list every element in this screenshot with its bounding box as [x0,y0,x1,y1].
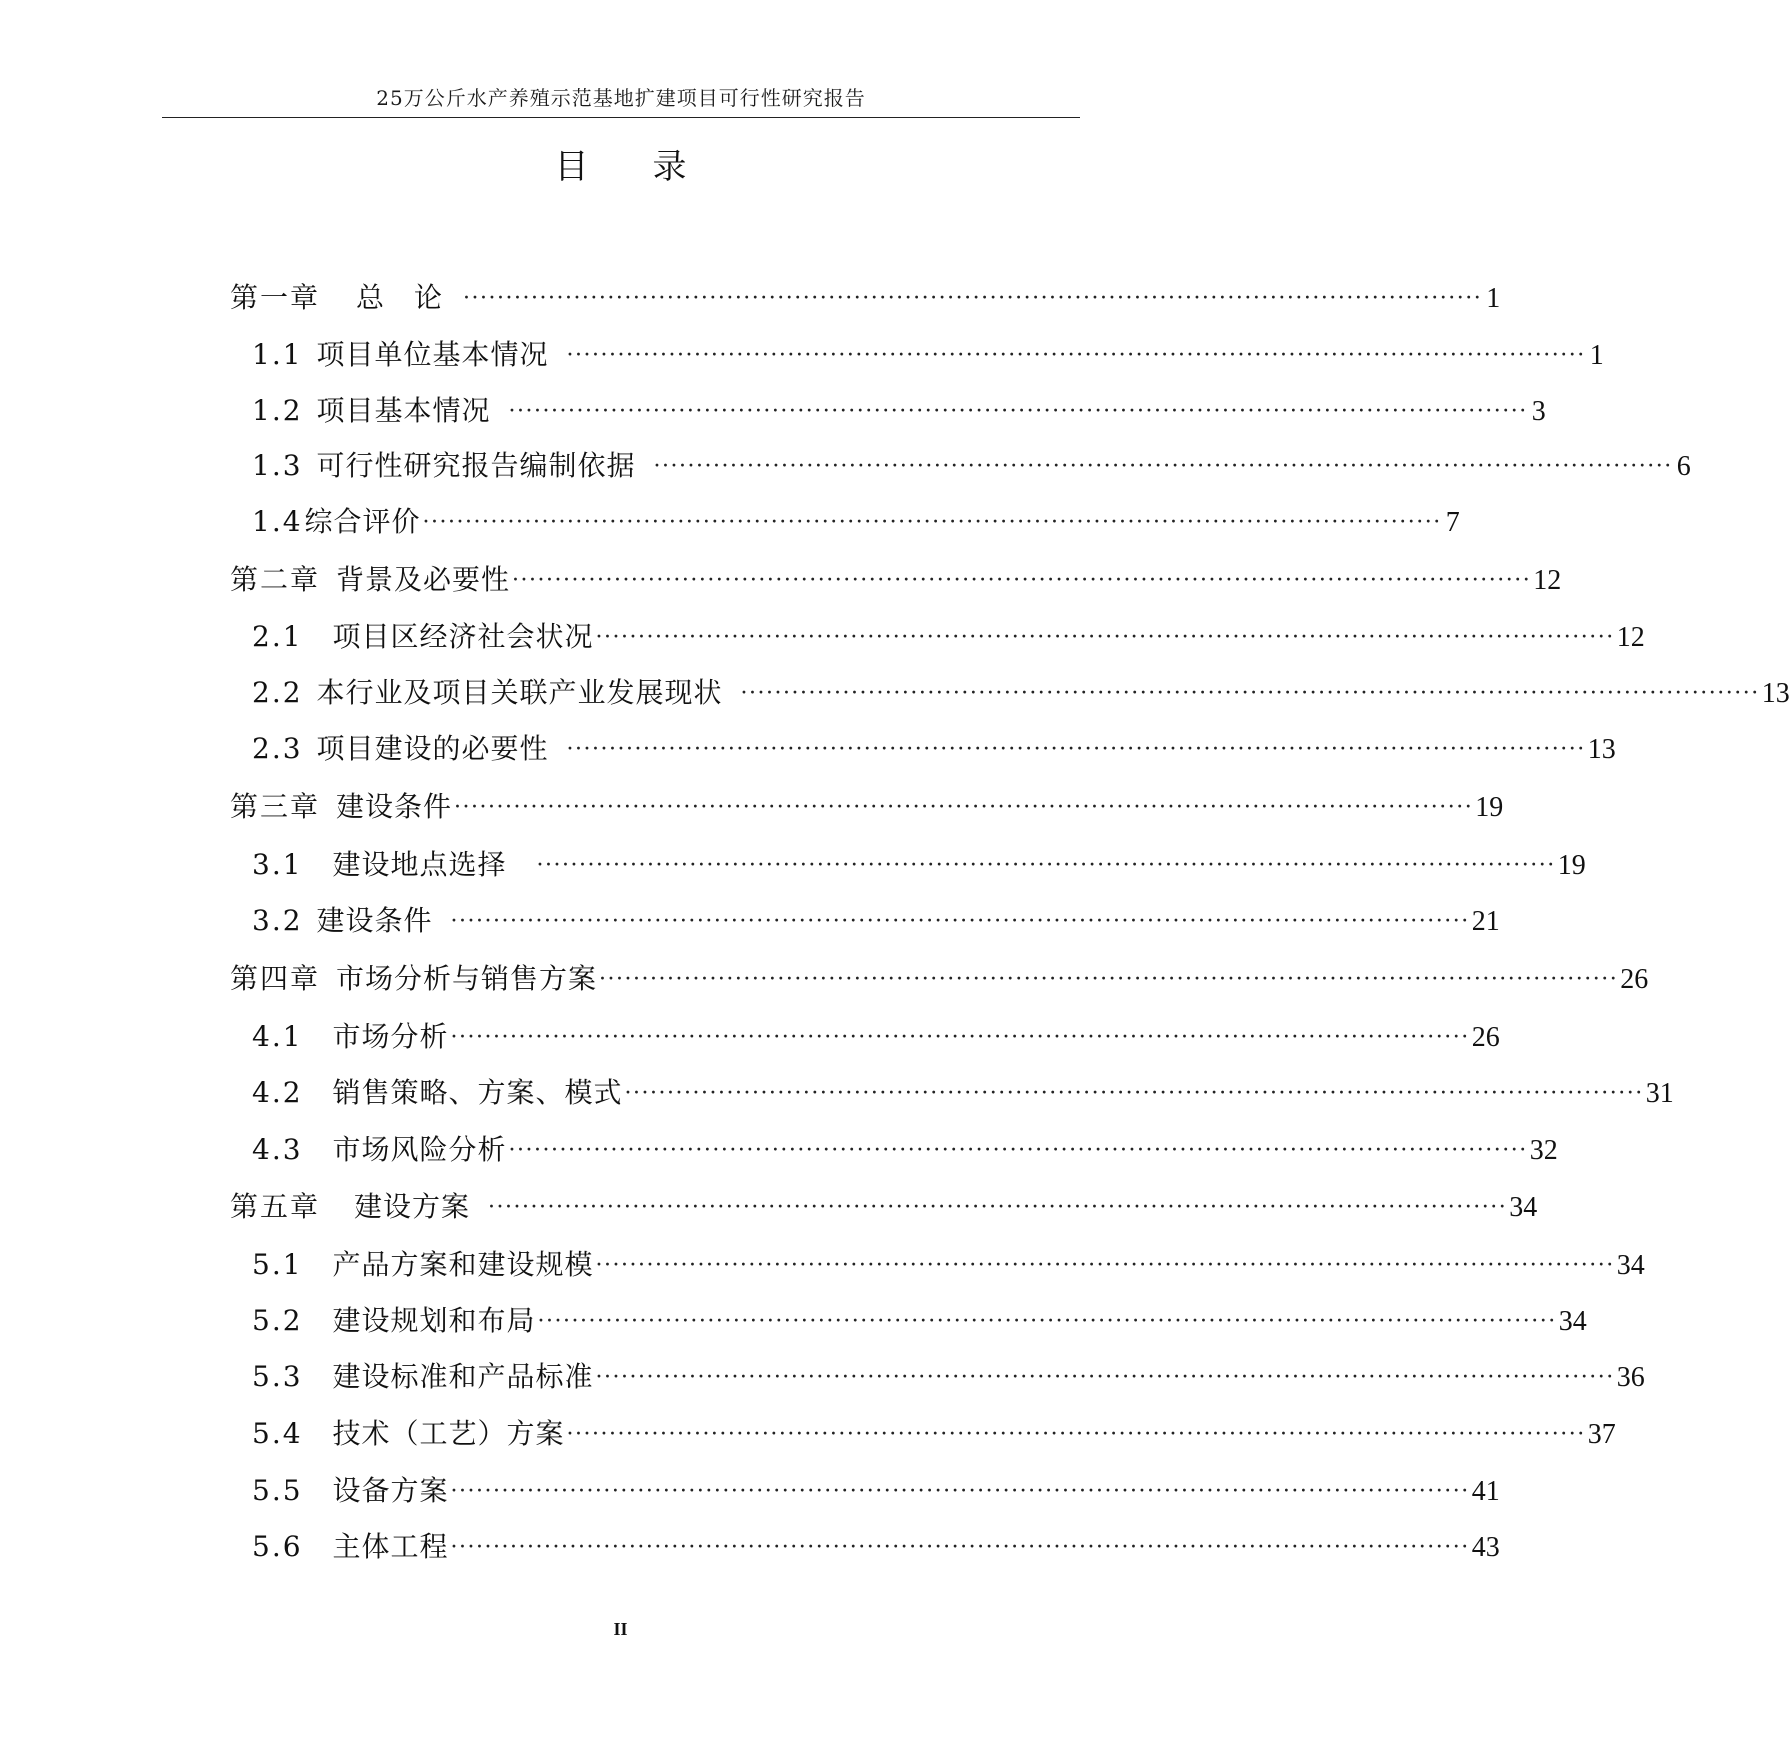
toc-entry[interactable] [252,1076,1674,1113]
toc-leader-dots: ························································································································ [595,625,1615,650]
toc-entry[interactable] [252,1530,1500,1567]
toc-entry-label: 产品方案和建设规模 [332,1248,594,1281]
toc-entry-page: 1 [1589,340,1604,371]
toc-entry[interactable] [252,904,1500,941]
toc-entry-label: 总 论 [356,281,444,314]
toc-entry-page: 12 [1533,565,1562,596]
running-header: 25万公斤水产养殖示范基地扩建项目可行性研究报告 [376,86,866,110]
header-rule [162,117,1080,118]
toc-entry-number: 3.1 [252,848,303,881]
toc-entry-number: 第一章 [230,281,321,314]
toc-leader-dots: ························································································································ [566,737,1586,762]
toc-leader-dots: ························································································································ [599,967,1619,992]
toc-entry-page: 41 [1471,1476,1500,1507]
toc-entry-page: 31 [1645,1078,1674,1109]
toc-entry-page: 34 [1509,1192,1538,1223]
toc-entry[interactable] [252,1417,1616,1454]
toc-entry-page: 12 [1616,622,1645,653]
toc-entry[interactable] [230,563,1562,600]
toc-entry-page: 7 [1445,507,1460,538]
toc-entry-label: 项目区经济社会状况 [332,620,594,653]
toc-leader-dots: ························································································································ [463,286,1483,311]
toc-leader-dots: ························································································································ [537,1309,1557,1334]
toc-entry-page: 3 [1531,396,1546,427]
toc-entry[interactable] [252,1360,1645,1397]
toc-title [0,147,1241,187]
toc-leader-dots: ························································································································ [450,1535,1470,1560]
toc-entry[interactable] [252,732,1616,769]
toc-leader-dots: ························································································································ [566,343,1586,368]
toc-entry-number: 1.1 [252,338,303,371]
toc-title-char-1: 目 [554,147,589,187]
toc-leader-dots: ························································································································ [595,1365,1615,1390]
toc-entry-number: 3.2 [252,904,303,937]
toc-entry-label: 本行业及项目关联产业发展现状 [316,676,723,709]
toc-entry-page: 21 [1471,906,1500,937]
toc-entry[interactable] [230,790,1504,827]
toc-entry[interactable] [252,1474,1500,1511]
toc-entry-number: 4.3 [252,1133,303,1166]
toc-leader-dots: ························································································································ [508,1138,1528,1163]
toc-entry-number: 1.3 [252,449,303,482]
toc-entry[interactable] [252,1020,1500,1057]
toc-entry-page: 1 [1486,283,1501,314]
toc-entry-label: 背景及必要性 [336,563,511,596]
toc-entry-number: 1.4 [252,505,303,538]
toc-entry-page: 6 [1676,451,1691,482]
toc-title-char-2: 录 [652,147,687,187]
toc-leader-dots: ························································································································ [450,909,1470,934]
toc-entry-page: 13 [1587,734,1616,765]
toc-entry-number: 第五章 [230,1190,321,1223]
toc-entry[interactable] [230,1190,1538,1227]
toc-entry-label: 销售策略、方案、模式 [332,1076,623,1109]
toc-entry-number: 5.3 [252,1360,303,1393]
toc-entry-label: 综合评价 [304,505,421,538]
toc-entry-number: 4.1 [252,1020,303,1053]
toc-entry-label: 可行性研究报告编制依据 [316,449,636,482]
toc-entry-page: 32 [1529,1135,1558,1166]
toc-leader-dots: ························································································································ [450,1479,1470,1504]
toc-entry-label: 项目建设的必要性 [316,732,549,765]
toc-entry-number: 2.2 [252,676,303,709]
toc-entry[interactable] [230,281,1501,318]
toc-entry-label: 建设标准和产品标准 [332,1360,594,1393]
page-number: II [613,1619,628,1639]
toc-entry-label: 建设方案 [354,1190,471,1223]
toc-leader-dots: ························································································································ [566,1422,1586,1447]
toc-entry[interactable] [252,505,1460,542]
toc-entry-number: 第二章 [230,563,321,596]
toc-entry-number: 5.4 [252,1417,303,1450]
toc-leader-dots: ························································································································ [454,795,1474,820]
toc-entry-page: 34 [1558,1306,1587,1337]
toc-leader-dots: ························································································································ [740,681,1760,706]
toc-entry[interactable] [252,848,1586,885]
toc-entry-number: 2.1 [252,620,303,653]
toc-entry-label: 技术（工艺）方案 [332,1417,565,1450]
toc-entry[interactable] [252,1304,1587,1341]
toc-leader-dots: ························································································································ [508,399,1528,424]
toc-entry[interactable] [252,338,1604,375]
toc-entry-label: 建设条件 [316,904,433,937]
toc-leader-dots: ························································································································ [422,510,1442,535]
toc-entry[interactable] [252,394,1546,431]
toc-entry[interactable] [252,1133,1558,1170]
toc-entry-number: 第三章 [230,790,321,823]
toc-leader-dots: ························································································································ [512,568,1532,593]
toc-entry-label: 项目基本情况 [316,394,491,427]
toc-entry-label: 市场风险分析 [332,1133,507,1166]
toc-entry-number: 4.2 [252,1076,303,1109]
toc-entry[interactable] [252,449,1691,486]
toc-leader-dots: ························································································································ [595,1253,1615,1278]
toc-entry-label: 项目单位基本情况 [316,338,549,371]
toc-entry-page: 26 [1620,964,1649,995]
toc-entry[interactable] [252,1248,1645,1285]
toc-entry-page: 26 [1471,1022,1500,1053]
toc-entry-page: 43 [1471,1532,1500,1563]
toc-entry-number: 5.5 [252,1474,303,1507]
toc-entry-page: 13 [1761,678,1790,709]
toc-leader-dots: ························································································································ [653,454,1673,479]
toc-entry-number: 5.1 [252,1248,303,1281]
toc-entry-number: 2.3 [252,732,303,765]
toc-entry-label: 设备方案 [332,1474,449,1507]
toc-leader-dots: ························································································································ [488,1195,1508,1220]
toc-entry[interactable] [230,962,1649,999]
toc-entry-page: 36 [1616,1362,1645,1393]
toc-entry-page: 19 [1557,850,1586,881]
toc-entry-number: 5.6 [252,1530,303,1563]
toc-entry-label: 市场分析与销售方案 [336,962,598,995]
toc-entry-number: 1.2 [252,394,303,427]
toc-entry[interactable] [252,676,1790,713]
toc-entry-number: 第四章 [230,962,321,995]
toc-entry-label: 主体工程 [332,1530,449,1563]
toc-entry-label: 市场分析 [332,1020,449,1053]
toc-entry-page: 37 [1587,1419,1616,1450]
toc-entry-number: 5.2 [252,1304,303,1337]
toc-entry-label: 建设规划和布局 [332,1304,536,1337]
toc-leader-dots: ························································································································ [536,853,1556,878]
toc-entry[interactable] [252,620,1645,657]
toc-entry-page: 34 [1616,1250,1645,1281]
toc-leader-dots: ························································································································ [450,1025,1470,1050]
toc-entry-page: 19 [1475,792,1504,823]
toc-leader-dots: ························································································································ [624,1081,1644,1106]
toc-entry-label: 建设地点选择 [332,848,507,881]
toc-entry-label: 建设条件 [336,790,453,823]
